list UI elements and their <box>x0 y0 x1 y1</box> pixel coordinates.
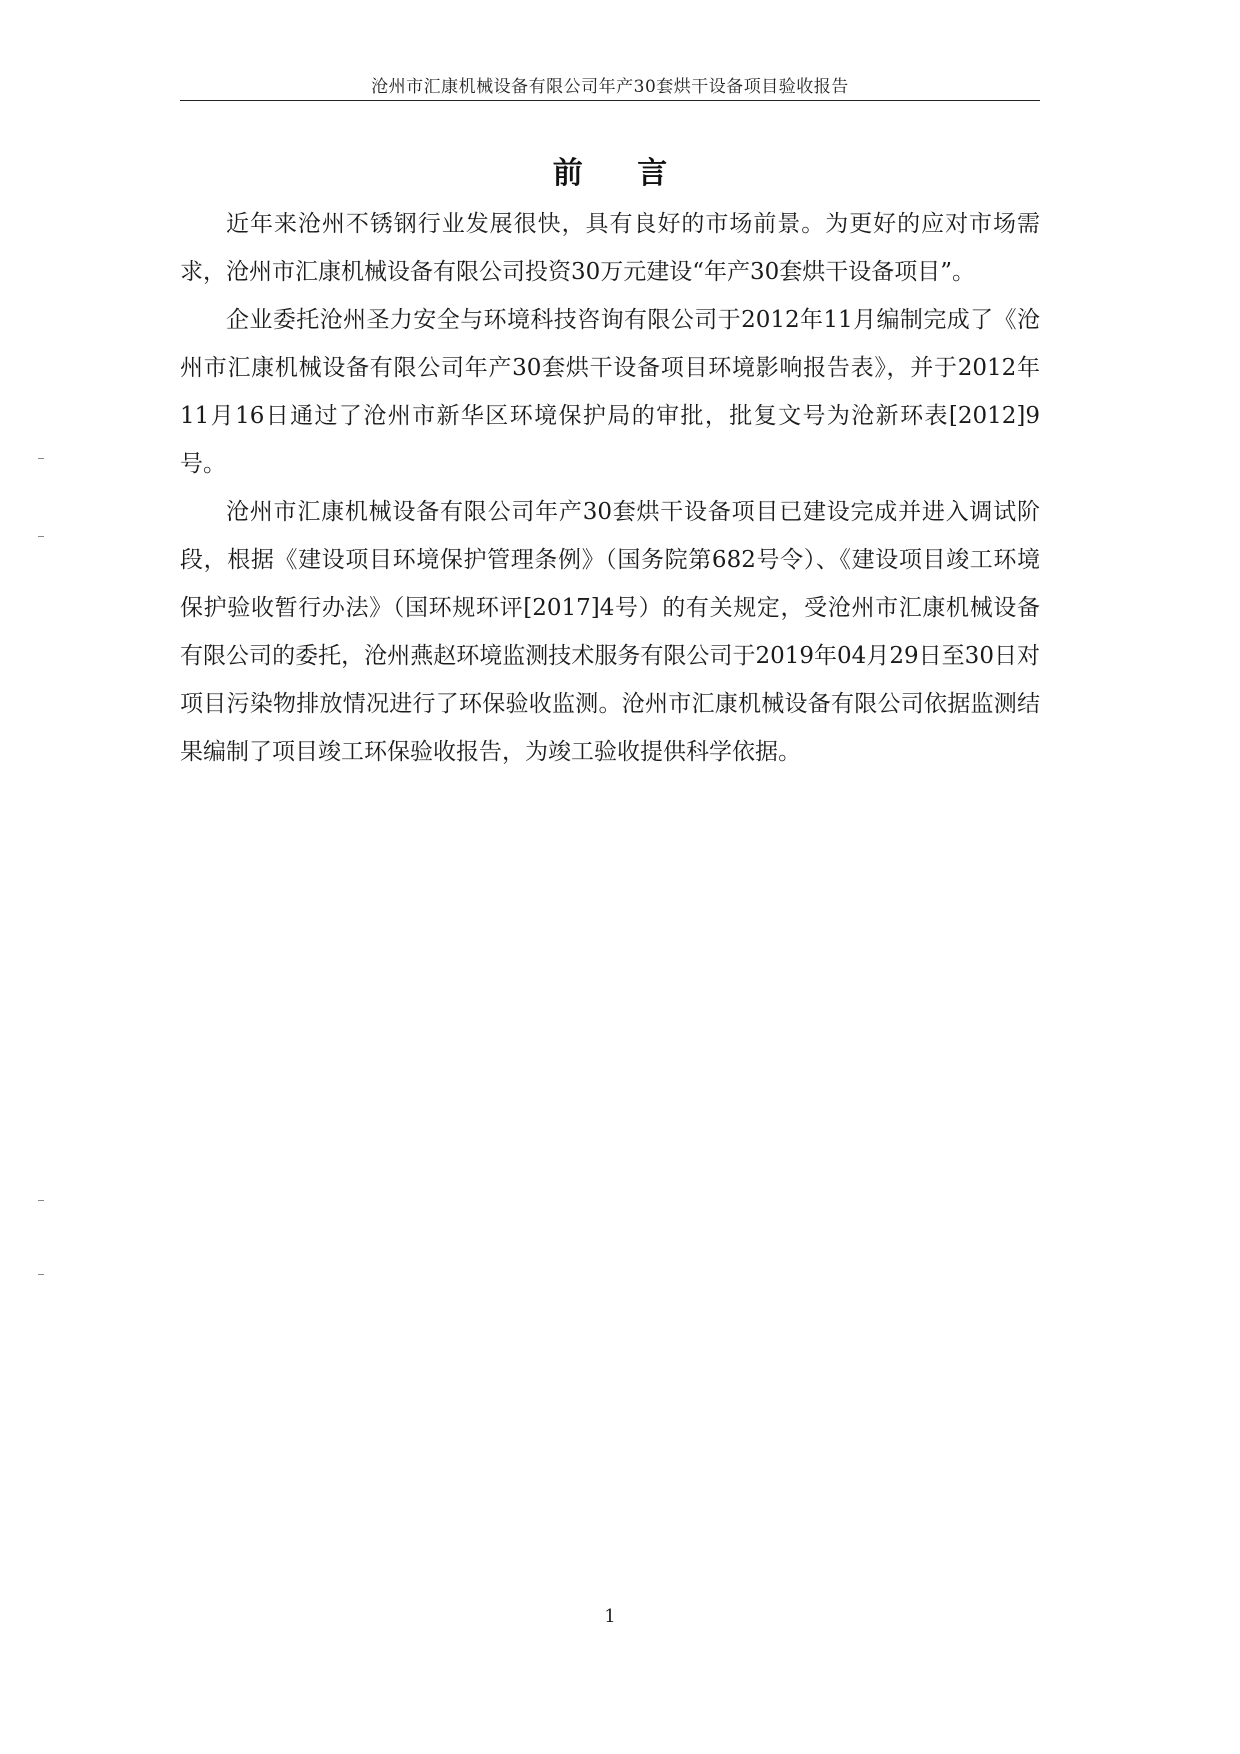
paragraph-eia-approval: 企业委托沧州圣力安全与环境科技咨询有限公司于2012年11月编制完成了《沧州市汇康机械设备有限公司年产30套烘干设备项目环境影响报告表》，并于2012年11月16日通过了沧州市新华区环境保护局的审批，批复文号为沧新环表[2012]9号。 <box>180 307 1040 477</box>
scan-mark <box>38 1200 44 1201</box>
running-header: 沧州市汇康机械设备有限公司年产30套烘干设备项目验收报告 <box>371 77 849 97</box>
document-title: 前 言 <box>552 156 690 191</box>
scan-mark <box>38 536 44 537</box>
paragraph-intro: 近年来沧州不锈钢行业发展很快，具有良好的市场前景。为更好的应对市场需求，沧州市汇康机械设备有限公司投资30万元建设“年产30套烘干设备项目”。 <box>180 211 1040 285</box>
paragraph-acceptance-monitoring: 沧州市汇康机械设备有限公司年产30套烘干设备项目已建设完成并进入调试阶段，根据《建设项目环境保护管理条例》（国务院第682号令）、《建设项目竣工环境保护验收暂行办法》（国环规环评[2017]4号）的有关规定，受沧州市汇康机械设备有限公司的委托，沧州燕赵环境监测技术服务有限公司于2019年04月29日至30日对项目污染物排放情况进行了环保验收监测。沧州市汇康机械设备有限公司依据监测结果编制了项目竣工环保验收报告，为竣工验收提供科学依据。 <box>180 499 1040 765</box>
scan-mark <box>38 458 44 459</box>
document-body <box>180 200 1040 776</box>
header-rule <box>180 100 1040 101</box>
page-number: 1 <box>604 1606 616 1627</box>
scan-mark <box>38 1274 44 1275</box>
